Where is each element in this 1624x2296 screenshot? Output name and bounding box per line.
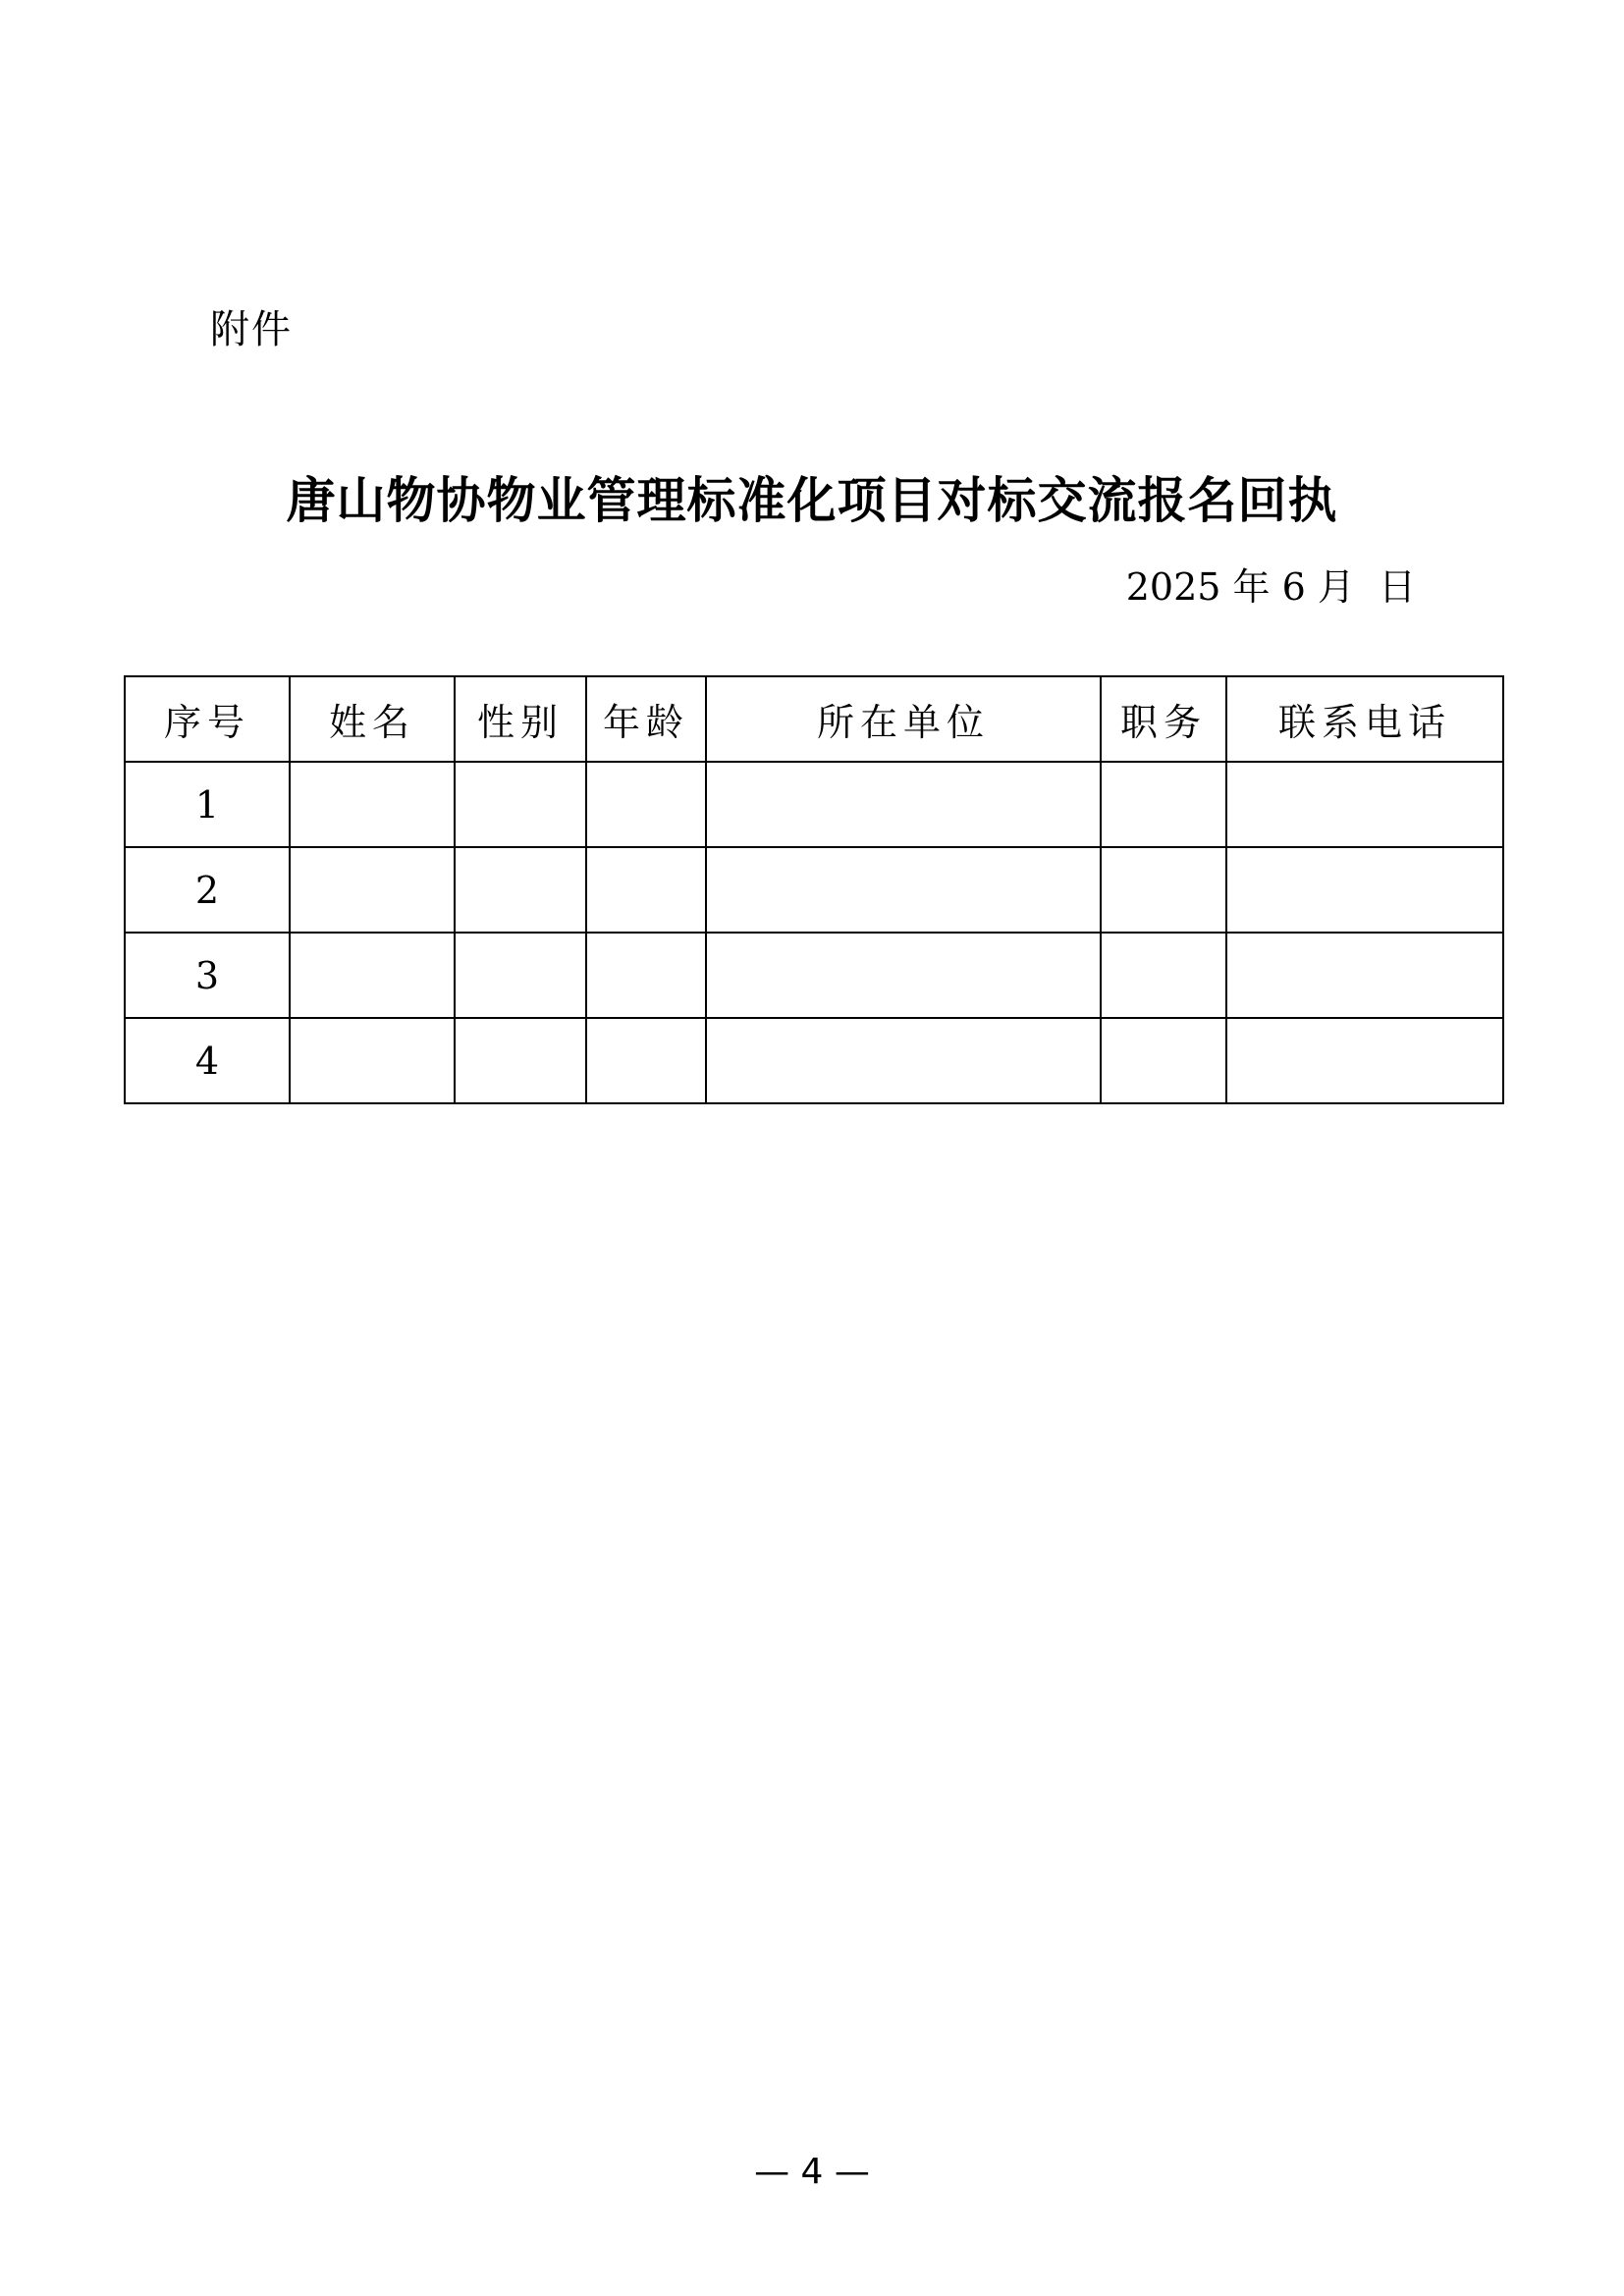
cell-position [1101,933,1226,1018]
cell-age [586,847,706,933]
cell-gender [455,847,586,933]
registration-table [124,675,1504,1104]
cell-position [1101,847,1226,933]
header-position: 职务 [1101,676,1226,762]
header-phone: 联系电话 [1226,676,1503,762]
table-row [125,1018,1503,1103]
cell-phone [1226,762,1503,847]
cell-organization [706,933,1101,1018]
header-serial-number: 序号 [125,676,290,762]
cell-age [586,762,706,847]
cell-gender [455,933,586,1018]
cell-name [290,847,455,933]
table-row [125,933,1503,1018]
cell-phone [1226,933,1503,1018]
cell-organization [706,847,1101,933]
table-row [125,847,1503,933]
cell-name [290,762,455,847]
cell-organization [706,762,1101,847]
cell-age [586,1018,706,1103]
cell-serial-number: 2 [125,847,290,933]
header-name: 姓名 [290,676,455,762]
cell-phone [1226,847,1503,933]
cell-gender [455,1018,586,1103]
cell-position [1101,1018,1226,1103]
document-title: 唐山物协物业管理标准化项目对标交流报名回执 [286,471,1338,529]
cell-serial-number: 1 [125,762,290,847]
cell-organization [706,1018,1101,1103]
cell-position [1101,762,1226,847]
header-age: 年龄 [586,676,706,762]
table-row [125,762,1503,847]
cell-gender [455,762,586,847]
cell-name [290,933,455,1018]
attachment-label: 附件 [210,307,293,352]
cell-serial-number: 4 [125,1018,290,1103]
cell-phone [1226,1018,1503,1103]
header-organization: 所在单位 [706,676,1101,762]
cell-age [586,933,706,1018]
table-header-row [125,676,1503,762]
cell-name [290,1018,455,1103]
header-gender: 性别 [455,676,586,762]
date-line: 2025 年 6 月 日 [1125,565,1416,609]
cell-serial-number: 3 [125,933,290,1018]
page-number: — 4 — [754,2152,870,2192]
